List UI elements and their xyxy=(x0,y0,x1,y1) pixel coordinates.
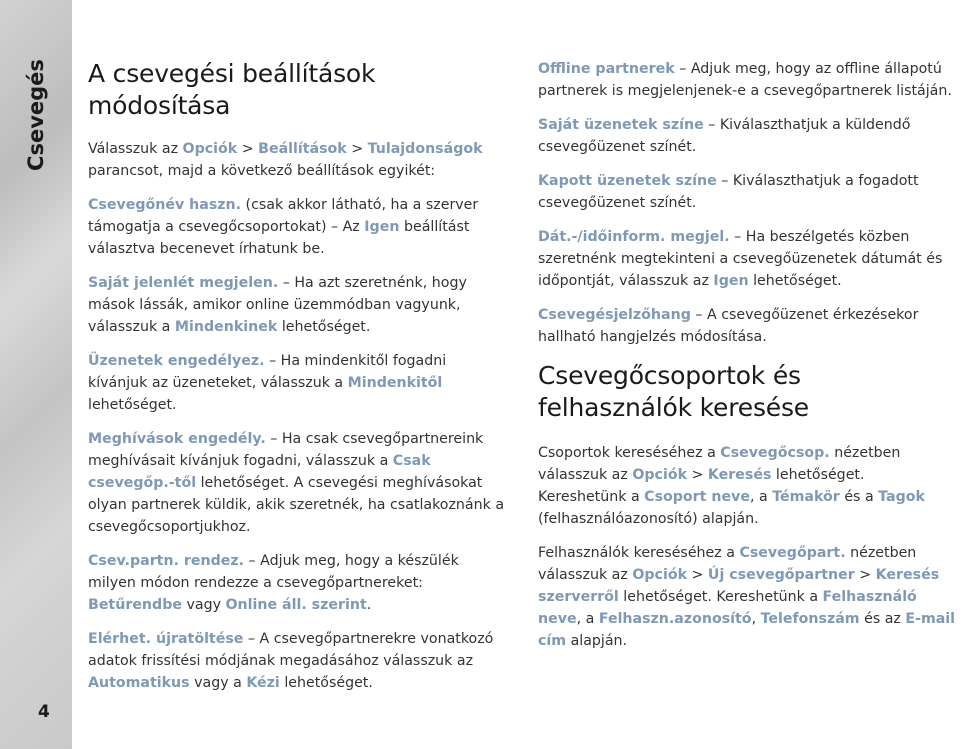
left-column xyxy=(88,58,508,706)
section-title: A csevegési beállítások módosítása xyxy=(88,59,376,120)
intro-paragraph: Válasszuk az Opciók > Beállítások > Tulajdonságok parancsot, majd a következő beállítások egyikét: xyxy=(88,141,483,179)
setting-sort: Csev.partn. rendez. – Adjuk meg, hogy a készülék milyen módon rendezze a csevegőpartnereket: Betűrendbe vagy Online áll. szerint. xyxy=(88,553,459,613)
setting-messages: Üzenetek engedélyez. – Ha mindenkitől fogadni kívánjuk az üzeneteket, válasszuk a Mindenkitől lehetőséget. xyxy=(88,353,447,413)
setting-own-color: Saját üzenetek színe – Kiválaszthatjuk a küldendő csevegőüzenet színét. xyxy=(538,117,911,155)
setting-reload: Elérhet. újratöltése – A csevegőpartnerekre vonatkozó adatok frissítési módjának megadásához válasszuk az Automatikus vagy a Kézi lehetőséget. xyxy=(88,631,494,691)
right-column xyxy=(538,58,956,664)
setting-invitations: Meghívások engedély. – Ha csak csevegőpartnereink meghívásait kívánjuk fogadni, válasszuk a Csak csevegőp.-től lehetőséget. A csevegési meghívásokat olyan partnerek küldik, akik szeretnék, ha csatlakoznánk a csevegőcsoportjukhoz. xyxy=(88,431,505,535)
search-section-title: Csevegőcsoportok és felhasználók keresése xyxy=(538,361,809,422)
search-groups-paragraph: Csoportok kereséséhez a Csevegőcsop. nézetben válasszuk az Opciók > Keresés lehetőséget. Kereshetünk a Csoport neve, a Témakör és a Tagok (felhasználóazonosító) alapján. xyxy=(538,445,925,527)
setting-nickname: Csevegőnév haszn. (csak akkor látható, ha a szerver támogatja a csevegőcsoportokat) – Az Igen beállítást választva becenevet írhatunk be. xyxy=(88,197,479,257)
page-number: 4 xyxy=(38,702,50,722)
setting-received-color: Kapott üzenetek színe – Kiválaszthatjuk a fogadott csevegőüzenet színét. xyxy=(538,173,919,211)
chapter-sidebar xyxy=(0,0,72,749)
setting-alert-tone: Csevegésjelzőhang – A csevegőüzenet érkezésekor hallható hangjelzés módosítása. xyxy=(538,307,919,345)
setting-presence: Saját jelenlét megjelen. – Ha azt szeretnénk, hogy mások lássák, amikor online üzemmódban vagyunk, válasszuk a Mindenkinek lehetőséget. xyxy=(88,275,467,335)
setting-offline: Offline partnerek – Adjuk meg, hogy az offline állapotú partnerek is megjelenjenek-e a csevegőpartnerek listáján. xyxy=(538,61,952,99)
search-users-paragraph: Felhasználók kereséséhez a Csevegőpart. nézetben válasszuk az Opciók > Új csevegőpartner > Keresés szerverről lehetőséget. Kereshetünk a Felhasználó neve, a Felhaszn.azonosító, Telefonszám és az E-mail cím alapján. xyxy=(538,545,956,649)
setting-datetime: Dát.-/időinform. megjel. – Ha beszélgetés közben szeretnénk megtekinteni a csevegőüzenetek dátumát és időpontját, válasszuk az Igen lehetőséget. xyxy=(538,229,943,289)
chapter-label: Csevegés xyxy=(24,59,48,171)
